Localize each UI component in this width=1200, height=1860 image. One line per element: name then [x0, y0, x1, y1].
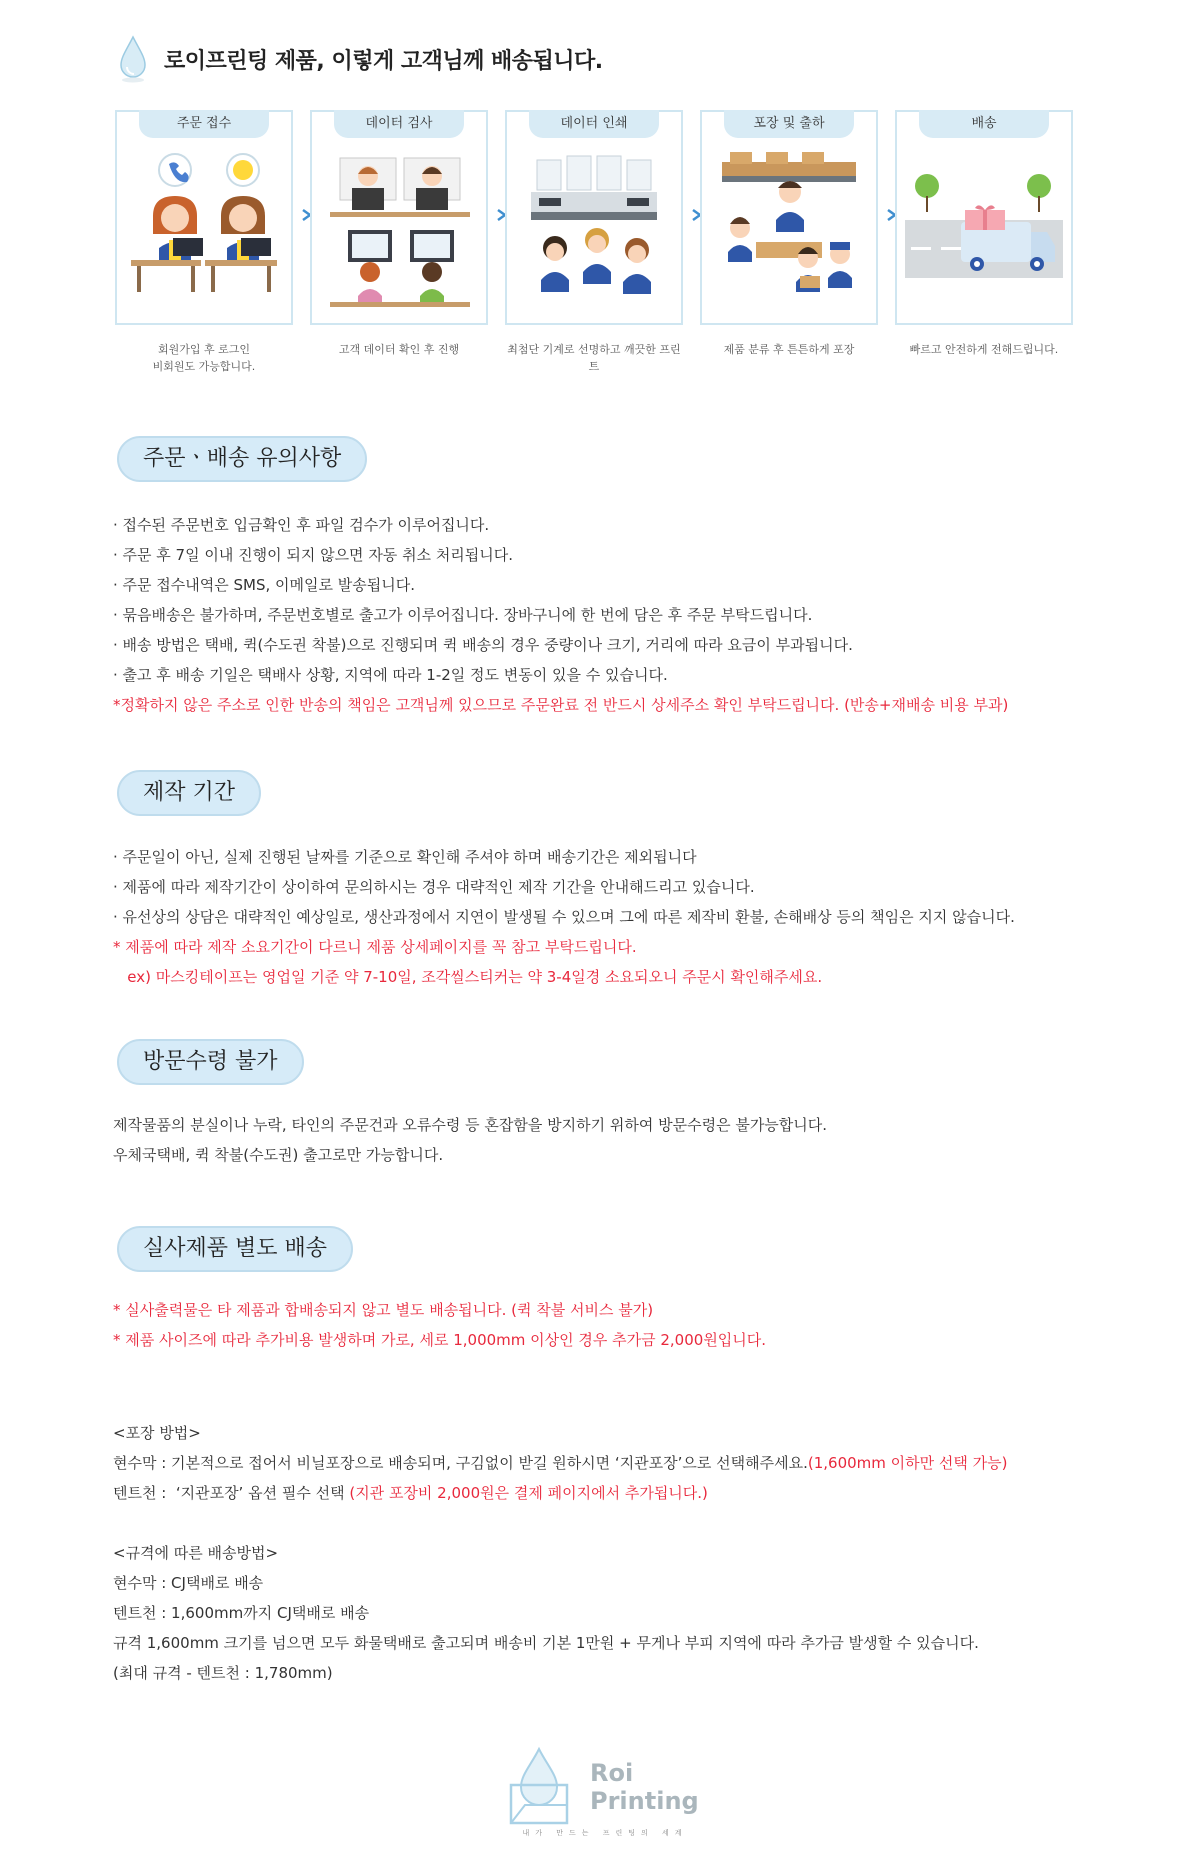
step-packing-shipping: [700, 110, 878, 358]
packing-line: [113, 1478, 1008, 1508]
list-item: · 주문 후 7일 이내 진행이 되지 않으면 자동 취소 처리됩니다.: [113, 546, 514, 564]
pickup-notes-list: [113, 1110, 827, 1170]
spec-line: 현수막 : CJ택배로 배송: [113, 1574, 264, 1592]
step-box: [310, 110, 488, 325]
address-warning: *정확하지 않은 주소로 인한 반송의 책임은 고객님께 있으므로 주문완료 전 반드시 상세주소 확인 부탁드립니다. (반송+재배송 비용 부과): [113, 696, 1009, 714]
packing-heading: <포장 방법>: [113, 1424, 201, 1442]
list-item: 제작물품의 분실이나 누락, 타인의 주문건과 오류수령 등 혼잡함을 방지하기 위하여 방문수령은 불가능합니다.: [113, 1116, 828, 1134]
data-inspection-illustration: [320, 148, 478, 318]
list-item: · 묶음배송은 불가하며, 주문번호별로 출고가 이루어집니다. 장바구니에 한 번에 담은 후 주문 부탁드립니다.: [113, 606, 813, 624]
spec-line: (최대 규격 - 텐트천 : 1,780mm): [113, 1664, 333, 1682]
section-title-order-notes: 주문ㆍ배송 유의사항: [117, 436, 367, 482]
footer-logo: [505, 1745, 705, 1845]
list-item: · 주문일이 아닌, 실제 진행된 날짜를 기준으로 확인해 주셔야 하며 배송기간은 제외됩니다: [113, 848, 697, 866]
section-title-production: 제작 기간: [117, 770, 261, 816]
packing-note: (1,600mm 이하만 선택 가능): [807, 1454, 1008, 1472]
list-item: · 출고 후 배송 기일은 택배사 상황, 지역에 따라 1-2일 정도 변동이 있을 수 있습니다.: [113, 666, 668, 684]
roi-printing-logo-icon: [505, 1745, 585, 1825]
page-title: 로이프린팅 제품, 이렇게 고객님께 배송됩니다.: [164, 48, 603, 74]
step-box: [505, 110, 683, 325]
large-format-warnings: [113, 1295, 766, 1355]
list-item: · 유선상의 상담은 대략적인 예상일로, 생산과정에서 지연이 발생될 수 있으며 그에 따른 제작비 환불, 손해배상 등의 책임은 지지 않습니다.: [113, 908, 1015, 926]
packing-text: 현수막 : 기본적으로 접어서 비닐포장으로 배송되며, 구김없이 받길 원하시면 ‘지관포장’으로 선택해주세요.: [113, 1454, 808, 1472]
step-box: [115, 110, 293, 325]
large-format-surcharge: * 제품 사이즈에 따라 추가비용 발생하며 가로, 세로 1,000mm 이상인 경우 추가금 2,000원입니다.: [113, 1331, 767, 1349]
production-notes-list: [113, 842, 1015, 992]
packing-method: [113, 1418, 1008, 1688]
spec-line: 규격 1,600mm 크기를 넘으면 모두 화물택배로 출고되며 배송비 기본 1만원 + 무게나 부피 지역에 따라 추가금 발생할 수 있습니다.: [113, 1634, 979, 1652]
process-steps: [115, 110, 1075, 373]
list-item: · 접수된 주문번호 입금확인 후 파일 검수가 이루어집니다.: [113, 516, 490, 534]
logo-line1: Roi: [590, 1759, 634, 1787]
step-data-print: [505, 110, 683, 375]
list-item: · 주문 접수내역은 SMS, 이메일로 발송됩니다.: [113, 576, 415, 594]
step-order-received: [115, 110, 293, 375]
order-notes-list: [113, 510, 1008, 720]
water-drop-logo-icon: [118, 35, 148, 83]
section-title-pickup: 방문수령 불가: [117, 1039, 304, 1085]
list-item: · 제품에 따라 제작기간이 상이하여 문의하시는 경우 대략적인 제작 기간을 안내해드리고 있습니다.: [113, 878, 755, 896]
step-box: [895, 110, 1073, 325]
spec-heading: <규격에 따른 배송방법>: [113, 1544, 279, 1562]
section-title-large-format: 실사제품 별도 배송: [117, 1226, 353, 1272]
step-data-check: [310, 110, 488, 358]
page-header: [118, 34, 603, 84]
step-label: 주문 접수: [139, 110, 269, 138]
spec-line: 텐트천 : 1,600mm까지 CJ택배로 배송: [113, 1604, 370, 1622]
step-delivery: [895, 110, 1073, 358]
printing-illustration: [515, 148, 673, 318]
step-caption: 제품 분류 후 튼튼하게 포장: [723, 343, 855, 356]
step-box: [700, 110, 878, 325]
step-label: 데이터 검사: [334, 110, 464, 138]
packing-line: [113, 1448, 1008, 1478]
logo-tagline: 내가 만드는 프린팅의 세계: [522, 1829, 688, 1837]
step-label: 포장 및 출하: [724, 110, 854, 138]
call-center-illustration: [125, 148, 283, 318]
list-item: · 배송 방법은 택배, 퀵(수도권 착불)으로 진행되며 퀵 배송의 경우 중량이나 크기, 거리에 따라 요금이 부과됩니다.: [113, 636, 853, 654]
production-warning: * 제품에 따라 제작 소요기간이 다르니 제품 상세페이지를 꼭 참고 부탁드립니다.: [113, 938, 637, 956]
step-caption: 회원가입 후 로그인 비회원도 가능합니다.: [152, 343, 256, 373]
step-label: 데이터 인쇄: [529, 110, 659, 138]
large-format-warning: * 실사출력물은 타 제품과 합배송되지 않고 별도 배송됩니다. (퀵 착불 서비스 불가): [113, 1301, 654, 1319]
packing-text: 텐트천 : ‘지관포장’ 옵션 필수 선택: [113, 1484, 350, 1502]
packing-illustration: [710, 148, 868, 318]
step-label: 배송: [919, 110, 1049, 138]
production-example: ex) 마스킹테이프는 영업일 기준 약 7-10일, 조각씰스티커는 약 3-4일경 소요되오니 주문시 확인해주세요.: [113, 968, 823, 986]
step-caption: 최첨단 기계로 선명하고 깨끗한 프린트: [507, 343, 681, 373]
logo-line2: Printing: [590, 1787, 699, 1815]
spacer: [113, 1508, 1008, 1538]
logo-wordmark: [590, 1759, 699, 1815]
list-item: 우체국택배, 퀵 착불(수도권) 출고로만 가능합니다.: [113, 1146, 444, 1164]
packing-note: (지관 포장비 2,000원은 결제 페이지에서 추가됩니다.): [349, 1484, 708, 1502]
step-caption: 고객 데이터 확인 후 진행: [338, 343, 460, 356]
step-caption: 빠르고 안전하게 전해드립니다.: [909, 343, 1059, 356]
delivery-truck-illustration: [905, 148, 1063, 318]
